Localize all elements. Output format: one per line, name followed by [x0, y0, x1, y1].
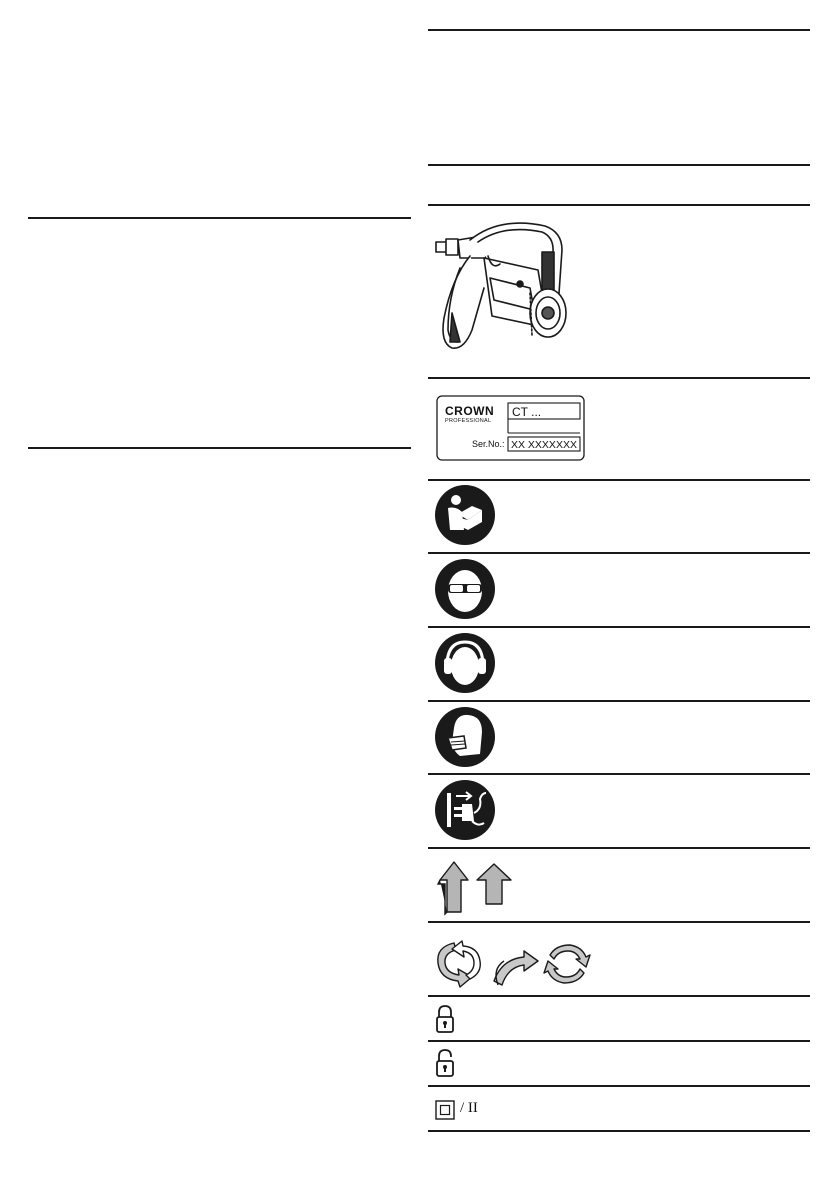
unplug-icon	[434, 779, 496, 841]
right-rule-5	[428, 479, 810, 481]
plate-brand-sub: PROFESSIONAL	[445, 418, 492, 424]
right-rule-3	[428, 204, 810, 206]
lock-closed-icon	[435, 1004, 455, 1034]
right-rule-9	[428, 773, 810, 775]
left-rule-2	[28, 447, 411, 449]
rotation-arrows-icon	[432, 935, 592, 991]
plate-brand: CROWN	[445, 404, 495, 418]
left-rule-1	[28, 217, 411, 219]
right-rule-2	[428, 164, 810, 166]
right-rule-8	[428, 700, 810, 702]
right-rule-10	[428, 847, 810, 849]
eye-protection-icon	[434, 558, 496, 620]
ear-protection-icon	[434, 632, 496, 694]
insulation-class-icon	[435, 1100, 455, 1120]
right-rule-11	[428, 921, 810, 923]
plate-model: CT ...	[512, 405, 542, 419]
right-rule-6	[428, 552, 810, 554]
dust-mask-icon	[434, 706, 496, 768]
right-rule-14	[428, 1085, 810, 1087]
read-manual-icon	[434, 484, 496, 546]
mixer-tool-illustration	[430, 218, 580, 363]
plate-serial-value: XX XXXXXXX	[511, 439, 577, 451]
right-rule-12	[428, 995, 810, 997]
right-rule-1	[428, 29, 810, 31]
lock-open-icon	[435, 1048, 455, 1078]
plate-serial-label: Ser.No.:	[472, 439, 505, 449]
direction-arrows-icon	[434, 858, 524, 916]
rating-plate	[436, 395, 586, 461]
right-rule-15	[428, 1130, 810, 1132]
right-rule-7	[428, 626, 810, 628]
right-rule-4	[428, 377, 810, 379]
insulation-class-label: / II	[460, 1100, 478, 1116]
right-rule-13	[428, 1040, 810, 1042]
